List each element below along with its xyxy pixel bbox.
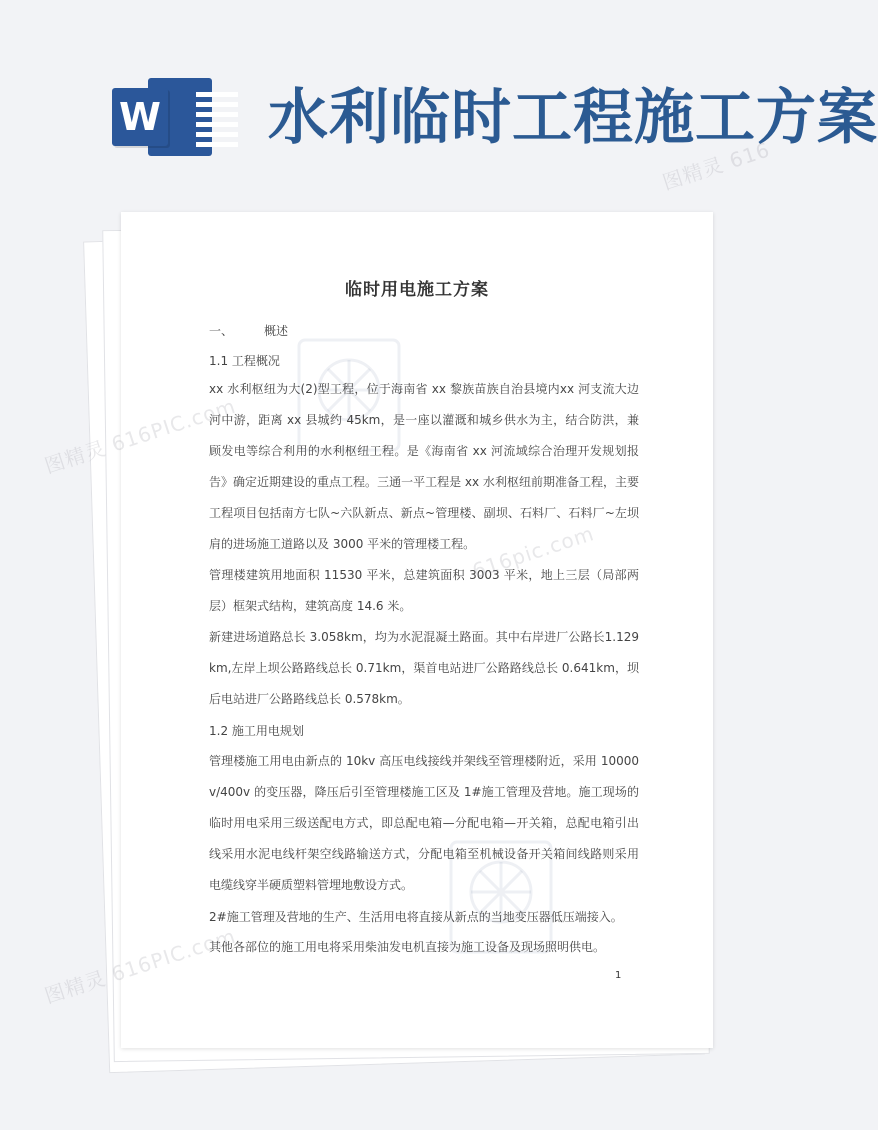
paragraph-project-overview: xx 水利枢纽为大(2)型工程，位于海南省 xx 黎族苗族自治县境内xx 河支流大边河中游，距离 xx 县城约 45km，是一座以灌溉和城乡供水为主，结合防洪，兼顾发电等综合利用的水利枢纽工程。是《海南省 xx 河流域综合治理开发规划报告》确定近期建设的重点工程。三通一平工程是 xx 水利枢纽前期准备工程，主要工程项目包括南方七队~六队新点、新点~管理楼、副坝、石料厂、石料厂~左坝肩的进场施工道路以及 3000 平米的管理楼工程。 (209, 382, 639, 551)
logo-line (196, 142, 238, 147)
logo-line (196, 112, 238, 117)
paragraph-building-info: 管理楼建筑用地面积 11530 平米，总建筑面积 3003 平米，地上三层（局部两层）框架式结构，建筑高度 14.6 米。 (209, 568, 639, 613)
logo-line (196, 132, 238, 137)
section-number: 一、 (209, 324, 234, 338)
paragraph-generator-power: 其他各部位的施工用电将采用柴油发电机直接为施工设备及现场照明供电。 (209, 940, 606, 954)
paragraph-road-info: 新建进场道路总长 3.058km，均为水泥混凝土路面。其中右岸进厂公路长1.129 km,左岸上坝公路路线总长 0.71km，渠首电站进厂公路路线总长 0.641km，坝后电站进厂公路路线总长 0.578km。 (209, 630, 639, 706)
header-title: 水利临时工程施工方案 (268, 83, 878, 153)
subsection-heading: 1.1 工程概况 (209, 354, 280, 368)
logo-line (196, 102, 238, 107)
paragraph-power-plan: 管理楼施工用电由新点的 10kv 高压电线接线并架线至管理楼附近，采用 10000 v/400v 的变压器，降压后引至管理楼施工区及 1#施工管理及营地。施工现场的临时用电采用三级送配电方式，即总配电箱—分配电箱—开关箱，总配电箱引出线采用水泥电线杆架空线路输送方式，分配电箱至机械设备开关箱间线路则采用电缆线穿半硬质塑料管埋地敷设方式。 (209, 754, 639, 892)
document-page (121, 212, 713, 1048)
watermark-text: 616pic.com (469, 521, 598, 583)
word-logo-icon (112, 78, 212, 156)
watermark-text: 图精灵 616PIC.com (41, 923, 239, 1009)
section-title: 概述 (264, 324, 289, 338)
subsection-heading: 1.2 施工用电规划 (209, 724, 304, 738)
logo-line (196, 122, 238, 127)
logo-letter: W (112, 88, 168, 146)
logo-line (196, 92, 238, 97)
page-number: 1 (615, 970, 622, 981)
watermark-text: 图精灵 616 (659, 137, 773, 195)
watermark-text: 图精灵 616PIC.com (41, 393, 239, 479)
document-title: 临时用电施工方案 (345, 280, 489, 300)
paragraph-camp-power: 2#施工管理及营地的生产、生活用电将直接从新点的当地变压器低压端接入。 (209, 910, 623, 924)
